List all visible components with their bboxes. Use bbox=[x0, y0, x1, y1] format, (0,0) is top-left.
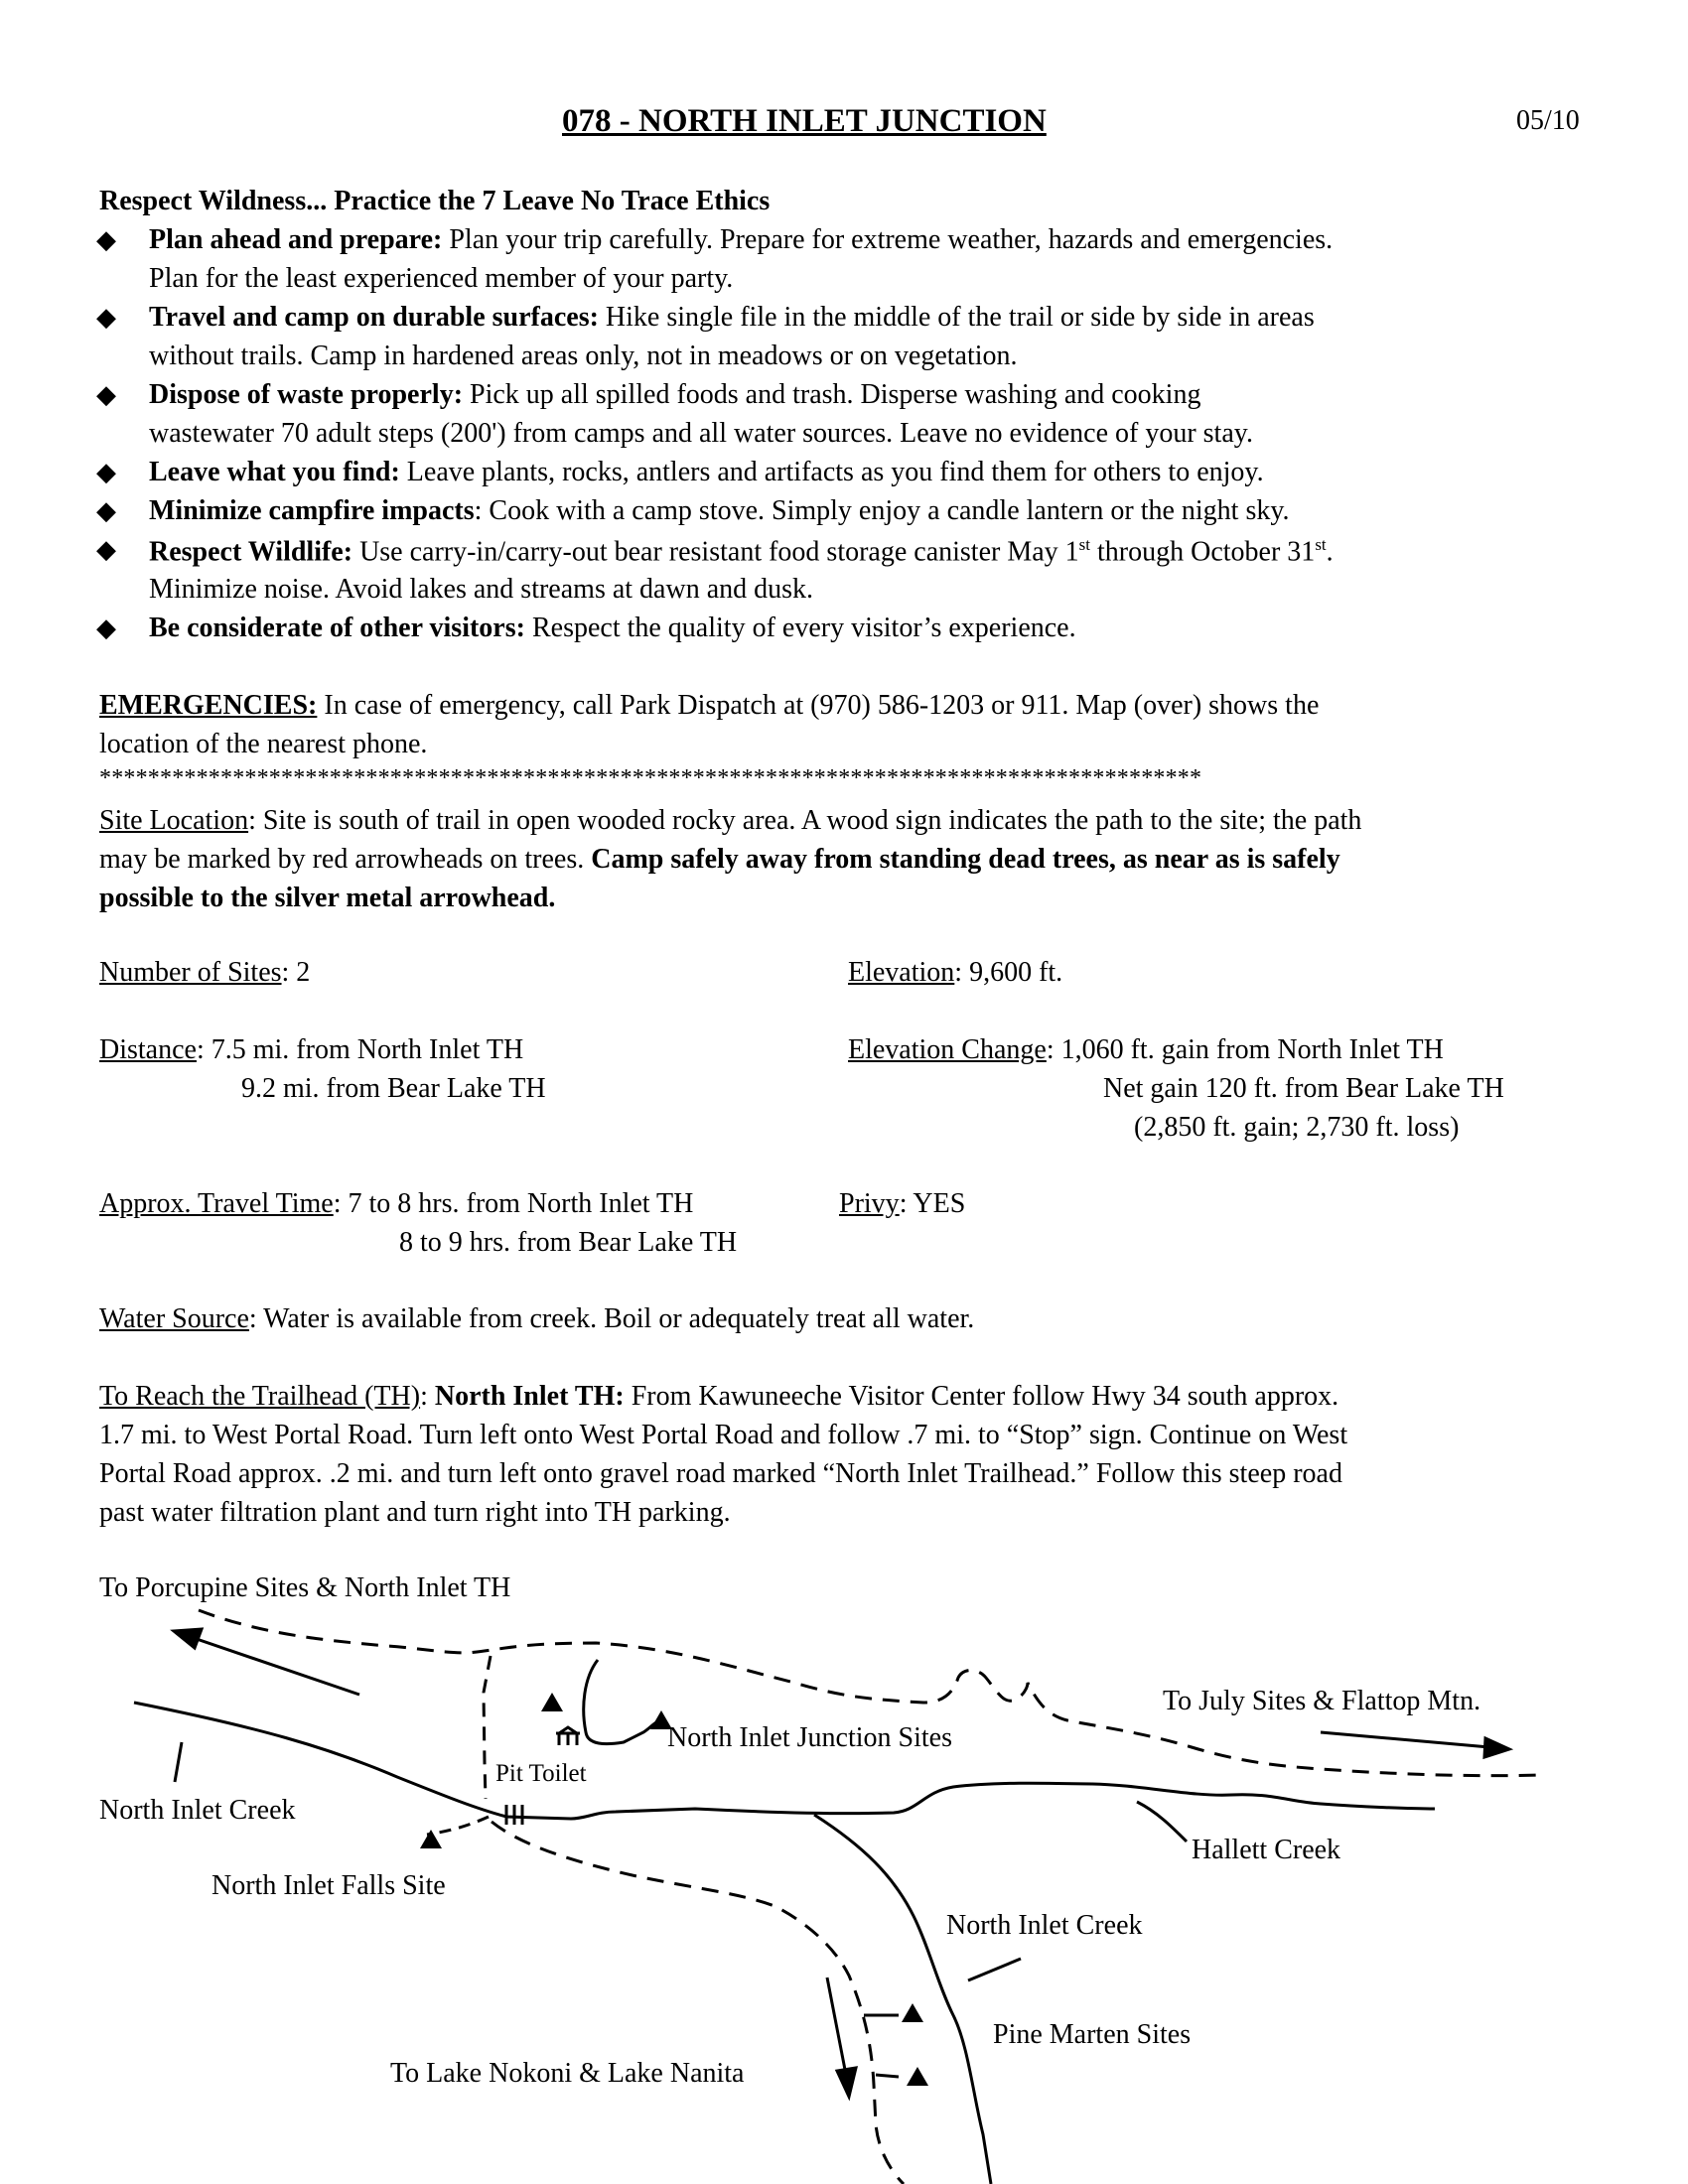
diamond-bullet-icon: ◆ bbox=[96, 496, 116, 525]
emergencies-text-cont: location of the nearest phone. bbox=[99, 729, 428, 759]
diamond-bullet-icon: ◆ bbox=[96, 458, 116, 486]
lnt-item: Plan ahead and prepare: Plan your trip carefully. Prepare for extreme weather, hazards and emergencies. bbox=[149, 224, 1334, 255]
lnt-item: Travel and camp on durable surfaces: Hike single file in the middle of the trail or side by side in areas bbox=[149, 302, 1315, 333]
diamond-bullet-icon: ◆ bbox=[96, 380, 116, 409]
elevation-change-cont: (2,850 ft. gain; 2,730 ft. loss) bbox=[1134, 1112, 1460, 1143]
elevation: Elevation: 9,600 ft. bbox=[848, 957, 1063, 988]
map-label-hallett-creek: Hallett Creek bbox=[1192, 1835, 1341, 1865]
map-label-north-inlet-creek-south: North Inlet Creek bbox=[946, 1910, 1143, 1941]
number-of-sites: Number of Sites: 2 bbox=[99, 957, 311, 988]
map-label-falls-site: North Inlet Falls Site bbox=[211, 1870, 446, 1901]
lnt-item: Dispose of waste properly: Pick up all spilled foods and trash. Disperse washing and cooking bbox=[149, 379, 1201, 410]
map-label-july: To July Sites & Flattop Mtn. bbox=[1163, 1686, 1481, 1716]
north-inlet-creek-south-line bbox=[814, 1815, 991, 2184]
elevation-change-cont: Net gain 120 ft. from Bear Lake TH bbox=[1103, 1073, 1504, 1104]
separator-stars: ******************************************************************************************* bbox=[99, 765, 1202, 791]
trailhead-directions-cont: past water filtration plant and turn right into TH parking. bbox=[99, 1497, 731, 1528]
diamond-bullet-icon: ◆ bbox=[96, 614, 116, 642]
water-source: Water Source: Water is available from creek. Boil or adequately treat all water. bbox=[99, 1303, 975, 1334]
trailhead-directions: To Reach the Trailhead (TH): North Inlet TH: From Kawuneeche Visitor Center follow Hwy 34 south approx. bbox=[99, 1381, 1339, 1412]
travel-time: Approx. Travel Time: 7 to 8 hrs. from North Inlet TH bbox=[99, 1188, 694, 1219]
map-label-nokoni: To Lake Nokoni & Lake Nanita bbox=[390, 2058, 745, 2089]
falls-site-spur bbox=[427, 1817, 489, 1835]
lnt-item: Be considerate of other visitors: Respect the quality of every visitor’s experience. bbox=[149, 613, 1076, 643]
south-trail bbox=[492, 1822, 904, 2184]
map-label-pine-marten: Pine Marten Sites bbox=[993, 2019, 1192, 2050]
toilet-spur-trail bbox=[484, 1656, 491, 1799]
lnt-item-cont: Minimize noise. Avoid lakes and streams at dawn and dusk. bbox=[149, 574, 814, 605]
trailhead-directions-cont: 1.7 mi. to West Portal Road. Turn left onto West Portal Road and follow .7 mi. to “Stop” sign. Continue on West bbox=[99, 1420, 1348, 1450]
distance-cont: 9.2 mi. from Bear Lake TH bbox=[241, 1073, 546, 1104]
page-title: 078 - NORTH INLET JUNCTION bbox=[562, 103, 1047, 139]
site-location-cont: possible to the silver metal arrowhead. bbox=[99, 883, 556, 913]
north-inlet-creek-line bbox=[134, 1703, 1435, 1819]
map-label-junction-sites: North Inlet Junction Sites bbox=[667, 1722, 952, 1753]
lnt-item: Leave what you find: Leave plants, rocks, antlers and artifacts as you find them for others to enjoy. bbox=[149, 457, 1264, 487]
travel-time-cont: 8 to 9 hrs. from Bear Lake TH bbox=[399, 1227, 738, 1258]
lnt-item: Minimize campfire impacts: Cook with a camp stove. Simply enjoy a candle lantern or the night sky. bbox=[149, 495, 1290, 526]
lnt-item: Respect Wildlife: Use carry-in/carry-out bear resistant food storage canister May 1st through October 31st. bbox=[149, 535, 1334, 568]
map-label-pit-toilet: Pit Toilet bbox=[495, 1760, 587, 1787]
map-label-north-inlet-creek: North Inlet Creek bbox=[99, 1795, 296, 1826]
distance: Distance: 7.5 mi. from North Inlet TH bbox=[99, 1034, 524, 1065]
emergencies-text: EMERGENCIES: In case of emergency, call Park Dispatch at (970) 586-1203 or 911. Map (over) shows the bbox=[99, 690, 1320, 721]
map-label-porcupine: To Porcupine Sites & North Inlet TH bbox=[99, 1572, 511, 1603]
diamond-bullet-icon: ◆ bbox=[96, 303, 116, 332]
pit-toilet-icon bbox=[556, 1727, 580, 1745]
diamond-bullet-icon: ◆ bbox=[96, 535, 116, 564]
site-location-cont: may be marked by red arrowheads on trees. Camp safely away from standing dead trees, as near as is safely bbox=[99, 844, 1340, 875]
bridge-icon bbox=[506, 1805, 522, 1825]
junction-spur-line bbox=[584, 1660, 663, 1744]
trailhead-directions-cont: Portal Road approx. .2 mi. and turn left onto gravel road marked “North Inlet Trailhead.” Follow this steep road bbox=[99, 1458, 1342, 1489]
lnt-heading: Respect Wildness... Practice the 7 Leave No Trace Ethics bbox=[99, 186, 771, 216]
site-location: Site Location: Site is south of trail in open wooded rocky area. A wood sign indicates the path to the site; the path bbox=[99, 805, 1362, 836]
privy: Privy: YES bbox=[839, 1188, 966, 1219]
lnt-item-cont: wastewater 70 adult steps (200') from camps and all water sources. Leave no evidence of your stay. bbox=[149, 418, 1253, 449]
elevation-change: Elevation Change: 1,060 ft. gain from North Inlet TH bbox=[848, 1034, 1444, 1065]
lnt-item-cont: Plan for the least experienced member of your party. bbox=[149, 263, 734, 294]
revision-date: 05/10 bbox=[1516, 105, 1580, 136]
diamond-bullet-icon: ◆ bbox=[96, 225, 116, 254]
lnt-item-cont: without trails. Camp in hardened areas only, not in meadows or on vegetation. bbox=[149, 341, 1018, 371]
